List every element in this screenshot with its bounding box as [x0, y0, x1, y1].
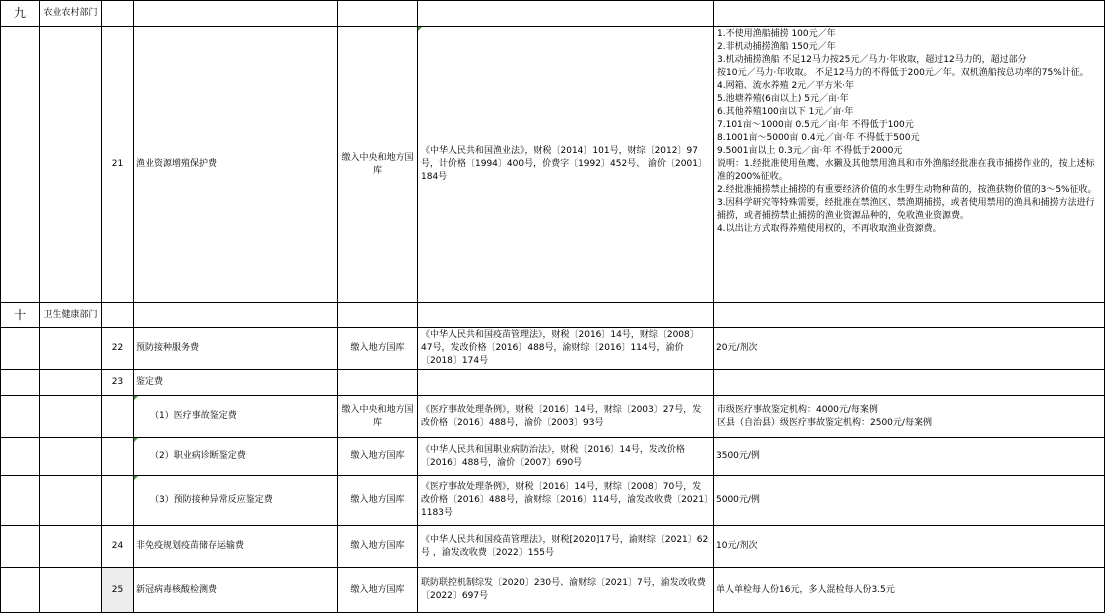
treasury-cell[interactable]	[338, 476, 418, 526]
treasury: 缴入中央和地方国库	[341, 404, 414, 428]
empty-cell[interactable]	[714, 370, 1105, 396]
standard: 单人单检每人份16元，多人混检每人份3.5元	[716, 584, 895, 595]
item-name: 新冠病毒核酸检测费	[136, 584, 218, 595]
standard-line: 8.1001亩～5000亩 0.4元／亩·年 不得低于500元	[717, 133, 920, 143]
basis-cell[interactable]	[418, 27, 714, 303]
empty-cell[interactable]	[0, 396, 40, 438]
empty-cell[interactable]	[40, 328, 102, 370]
dept-cell[interactable]	[40, 0, 102, 27]
empty-cell[interactable]	[134, 303, 338, 328]
item-name-cell[interactable]	[134, 438, 338, 476]
standard: 20元/剂次	[716, 343, 758, 353]
item-name: 鉴定费	[136, 377, 164, 387]
standard-line: 3.因科学研究等特殊需要，经批准在禁渔区、禁渔期捕捞，或者使用禁用的渔具和捕捞方法进行捕捞，或者捕捞禁止捕捞的渔业资源品种的，免收渔业资源费。	[717, 198, 1095, 221]
basis: 《中华人民共和国职业病防治法》，财税〔2016〕14号，发改价格〔2016〕488号，渝价〔2007〕690号	[421, 444, 685, 468]
standard-line: 按10元／马力·年收取。 不足12马力的不得低于200元／年。双机渔船按总功率的75%计征。	[717, 68, 1089, 78]
treasury: 缴入地方国库	[350, 495, 405, 505]
empty-cell[interactable]	[714, 0, 1105, 27]
standard-cell[interactable]	[714, 396, 1105, 438]
item-number: 21	[111, 159, 124, 169]
empty-cell[interactable]	[0, 476, 40, 526]
empty-cell[interactable]	[40, 568, 102, 613]
item-number-cell[interactable]	[102, 568, 134, 613]
treasury: 缴入地方国库	[350, 451, 405, 461]
empty-cell[interactable]	[40, 438, 102, 476]
empty-cell[interactable]	[0, 328, 40, 370]
category-seq: 九	[13, 6, 26, 20]
basis-cell[interactable]	[418, 568, 714, 613]
item-name-cell[interactable]	[134, 476, 338, 526]
standard-cell[interactable]	[714, 328, 1105, 370]
category-seq-cell[interactable]	[0, 303, 40, 328]
empty-cell[interactable]	[0, 526, 40, 568]
category-seq-cell[interactable]	[0, 0, 40, 27]
treasury: 缴入地方国库	[350, 343, 405, 353]
empty-cell[interactable]	[418, 370, 714, 396]
basis-cell[interactable]	[418, 476, 714, 526]
item-number-cell[interactable]	[102, 526, 134, 568]
empty-cell[interactable]	[0, 27, 40, 303]
treasury-cell[interactable]	[338, 526, 418, 568]
item-name-cell[interactable]	[134, 396, 338, 438]
empty-cell[interactable]	[102, 396, 134, 438]
standard-line: 说明：1.经批准使用鱼鹰、水獭及其他禁用渔具和市外渔船经批准在我市捕捞作业的，按上述标准的200%征收。	[717, 159, 1095, 182]
item-name-cell[interactable]	[134, 328, 338, 370]
standard-line: 2.非机动捕捞渔船 150元／年	[717, 42, 836, 52]
treasury: 缴入中央和地方国库	[341, 152, 414, 176]
empty-cell[interactable]	[102, 0, 134, 27]
item-number: 24	[111, 541, 124, 551]
standard-line: 4.网箱、流水养殖 2元／平方米·年	[717, 81, 855, 91]
basis: 《医疗事故处理条例》，财税〔2016〕14号，财综〔2008〕70号，发改价格〔2016〕488号，渝财综〔2016〕114号，渝发改收费〔2021〕1183号	[421, 482, 709, 518]
standard-cell[interactable]	[714, 568, 1105, 613]
standard: 市级医疗事故鉴定机构：4000元/每案例 区县（自治县）级医疗事故鉴定机构：2500元/每案例	[717, 404, 932, 428]
item-number: 22	[111, 343, 124, 353]
standard: 10元/剂次	[716, 541, 758, 551]
item-name-cell[interactable]	[134, 568, 338, 613]
standard-line: 9.5001亩以上 0.3元／亩·年 不得低于2000元	[717, 146, 903, 156]
dept-cell[interactable]	[40, 303, 102, 328]
item-number: 23	[111, 377, 124, 387]
empty-cell[interactable]	[418, 303, 714, 328]
treasury: 缴入地方国库	[350, 584, 405, 595]
basis: 《中华人民共和国疫苗管理法》，财税〔2016〕14号，财综〔2008〕47号，发改价格〔2016〕488号，渝财综〔2016〕114号，渝价〔2018〕174号	[421, 330, 699, 366]
category-seq: 十	[13, 307, 26, 322]
treasury-cell[interactable]	[338, 568, 418, 613]
empty-cell[interactable]	[0, 370, 40, 396]
empty-cell[interactable]	[102, 476, 134, 526]
empty-cell[interactable]	[0, 568, 40, 613]
standard-cell[interactable]	[714, 27, 1105, 303]
basis: 联防联控机制综发〔2020〕230号、渝财综〔2021〕7号，渝发改收费〔2022〕697号	[421, 578, 706, 601]
empty-cell[interactable]	[40, 27, 102, 303]
empty-cell[interactable]	[134, 0, 338, 27]
basis: 《医疗事故处理条例》，财税〔2016〕14号，财综〔2003〕27号，发改价格〔2016〕488号，渝价〔2003〕93号	[421, 404, 702, 428]
item-name-cell[interactable]	[134, 370, 338, 396]
item-name: 渔业资源增殖保护费	[136, 159, 218, 169]
standard-line: 4.以出让方式取得养殖使用权的，不再收取渔业资源费。	[717, 224, 942, 234]
empty-cell[interactable]	[40, 526, 102, 568]
item-name: （1）医疗事故鉴定费	[150, 411, 237, 421]
empty-cell[interactable]	[102, 438, 134, 476]
item-number-cell[interactable]	[102, 27, 134, 303]
empty-cell[interactable]	[338, 303, 418, 328]
item-name: （3）预防接种异常反应鉴定费	[150, 495, 273, 505]
standard-line: 3.机动捕捞渔船 不足12马力按25元／马力·年收取，超过12马力的，超过部分	[717, 55, 1027, 65]
standard: 3500元/例	[716, 451, 760, 461]
standard: 5000元/例	[716, 495, 760, 505]
treasury-cell[interactable]	[338, 328, 418, 370]
item-number: 25	[111, 584, 124, 595]
item-name-cell[interactable]	[134, 27, 338, 303]
treasury-cell[interactable]	[338, 27, 418, 303]
standard-lines	[714, 27, 1104, 237]
standard-line: 2.经批准捕捞禁止捕捞的有重要经济价值的水生野生动物种苗的，按渔获物价值的3～5%征收。	[717, 185, 1097, 195]
basis-cell[interactable]	[418, 328, 714, 370]
basis-cell[interactable]	[418, 438, 714, 476]
item-name: （2）职业病诊断鉴定费	[150, 451, 246, 461]
item-number-cell[interactable]	[102, 370, 134, 396]
basis-cell[interactable]	[418, 396, 714, 438]
treasury-cell[interactable]	[338, 438, 418, 476]
empty-cell[interactable]	[0, 438, 40, 476]
basis: 《中华人民共和国疫苗管理法》，财税[2020]17号，渝财综〔2021〕62号 ，渝发改收费〔2022〕155号	[421, 534, 709, 558]
dept-name: 卫生健康部门	[43, 309, 98, 320]
empty-cell[interactable]	[338, 370, 418, 396]
treasury: 缴入地方国库	[350, 541, 405, 551]
item-name: 预防接种服务费	[136, 343, 200, 353]
standard-line: 6.其他养殖100亩以下 1元／亩·年	[717, 107, 854, 117]
empty-cell[interactable]	[714, 303, 1105, 328]
empty-cell[interactable]	[40, 476, 102, 526]
standard-cell[interactable]	[714, 526, 1105, 568]
empty-cell[interactable]	[40, 370, 102, 396]
item-name: 非免疫规划疫苗储存运输费	[136, 541, 245, 551]
empty-cell[interactable]	[418, 0, 714, 27]
standard-line: 5.池塘养殖(6亩以上) 5元／亩·年	[717, 94, 849, 104]
standard-line: 1.不使用渔船捕捞 100元／年	[717, 29, 836, 39]
item-number-cell[interactable]	[102, 328, 134, 370]
empty-cell[interactable]	[102, 303, 134, 328]
standard-cell[interactable]	[714, 438, 1105, 476]
basis-cell[interactable]	[418, 526, 714, 568]
treasury-cell[interactable]	[338, 396, 418, 438]
item-name-cell[interactable]	[134, 526, 338, 568]
standard-line: 7.101亩～1000亩 0.5元／亩·年 不得低于100元	[717, 120, 914, 130]
dept-name: 农业农村部门	[43, 8, 98, 18]
empty-cell[interactable]	[40, 396, 102, 438]
standard-cell[interactable]	[714, 476, 1105, 526]
basis: 《中华人民共和国渔业法》，财税〔2014〕101号，财综〔2012〕97号，计价格〔1994〕400号，价费字〔1992〕452号、 渝价〔2001〕184号	[421, 146, 707, 182]
empty-cell[interactable]	[338, 0, 418, 27]
